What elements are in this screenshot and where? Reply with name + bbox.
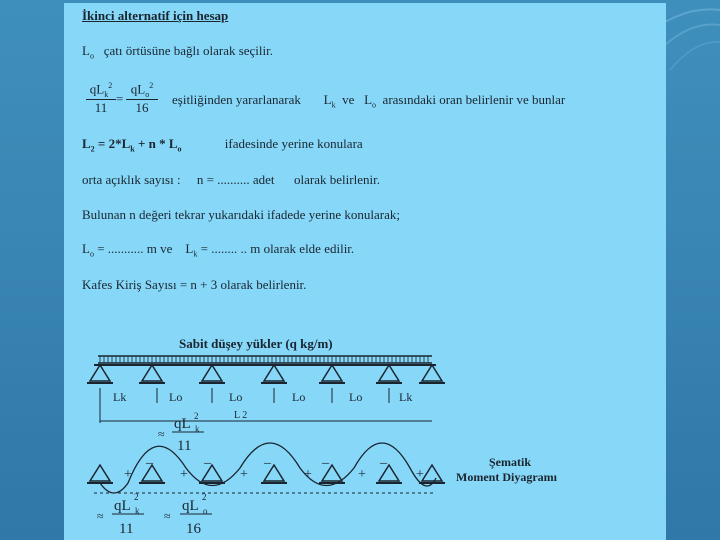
eq1-rhs-fraction: $qL_o^2$ 16 xyxy=(126,81,158,116)
span-label: Lk xyxy=(113,390,127,404)
support-triangle xyxy=(202,365,222,381)
eq1-lhs-fraction: $qL_k^2$ 11 xyxy=(86,81,116,116)
svg-text:+: + xyxy=(358,467,366,482)
structural-diagram xyxy=(64,328,666,540)
svg-text:_: _ xyxy=(204,451,211,466)
support-triangle xyxy=(379,365,399,381)
eq1-text: eşitliğinden yararlanarak $L_k$ ve $L_o$ arasındaki oran belirlenir ve bunlar xyxy=(172,92,566,110)
svg-text:+: + xyxy=(416,467,424,482)
svg-text:≈: ≈ xyxy=(158,427,165,441)
svg-text:_: _ xyxy=(146,451,153,466)
svg-text:2: 2 xyxy=(134,492,139,502)
document-title: İkinci alternatif için hesap xyxy=(82,8,229,23)
svg-text:o: o xyxy=(203,506,208,516)
svg-text:k: k xyxy=(135,506,140,516)
svg-text:+: + xyxy=(180,467,188,482)
bottom-left-fraction-num: qL xyxy=(114,498,131,514)
support-triangle xyxy=(322,365,342,381)
bottom-right-fraction-den: 16 xyxy=(186,521,201,537)
svg-text:_: _ xyxy=(264,451,271,466)
supports-row-moment xyxy=(87,465,445,483)
svg-text:2: 2 xyxy=(194,411,199,421)
span-label: Lo xyxy=(229,390,243,404)
svg-text:+: + xyxy=(304,467,312,482)
support-triangle xyxy=(422,465,442,481)
support-triangle xyxy=(322,465,342,481)
distributed-load xyxy=(100,356,428,363)
support-triangle xyxy=(142,465,162,481)
svg-text:k: k xyxy=(195,424,200,434)
bottom-right-fraction-num: qL xyxy=(182,498,199,514)
supports-row xyxy=(87,365,445,383)
moment-signs xyxy=(124,451,424,482)
lo-selection-line: $L_o$ çatı örtüsüne bağlı olarak seçilir. xyxy=(82,43,274,61)
bottom-left-fraction-den: 11 xyxy=(119,521,134,537)
support-triangle xyxy=(142,365,162,381)
support-triangle xyxy=(90,465,110,481)
svg-text:+: + xyxy=(240,467,248,482)
eq1-equals: = xyxy=(116,91,124,106)
span-label: Lo xyxy=(292,390,306,404)
svg-text:_: _ xyxy=(322,451,329,466)
support-triangle xyxy=(90,365,110,381)
svg-text:+: + xyxy=(124,467,132,482)
svg-text:≈: ≈ xyxy=(164,509,171,523)
eq2-line: $L_2 = 2*L_k + n * L_o$ ifadesinde yerine konulara xyxy=(82,136,363,154)
span-labels xyxy=(113,390,412,404)
load-title: Sabit düşey yükler (q kg/m) xyxy=(179,336,333,351)
truss-count-line: Kafes Kiriş Sayısı = n + 3 olarak belirlenir. xyxy=(82,277,307,292)
diagram-caption-2: Moment Diyagramı xyxy=(456,470,557,484)
substitution-line: Bulunan n değeri tekrar yukarıdaki ifadede yerine konularak; xyxy=(82,207,401,222)
span-label: Lo xyxy=(169,390,183,404)
span-label: Lk xyxy=(399,390,413,404)
svg-text:_: _ xyxy=(380,451,387,466)
svg-text:2: 2 xyxy=(202,492,207,502)
top-fraction-num: qL xyxy=(174,416,191,432)
span-label: Lo xyxy=(349,390,363,404)
l2-label: L 2 xyxy=(234,410,248,421)
top-fraction-den: 11 xyxy=(177,438,192,454)
support-triangle xyxy=(264,465,284,481)
span-count-line: orta açıklık sayısı : n = .......... adet olarak belirlenir. xyxy=(82,172,380,187)
support-triangle xyxy=(202,465,222,481)
svg-text:≈: ≈ xyxy=(97,509,104,523)
support-triangle xyxy=(379,465,399,481)
support-triangle xyxy=(264,365,284,381)
support-triangle xyxy=(422,365,442,381)
document-sheet xyxy=(64,3,666,540)
lengths-line: $L_o$ = ........... m ve $L_k$ = ........ .. m olarak elde edilir. xyxy=(82,241,355,259)
diagram-caption-1: Şematik xyxy=(489,455,531,469)
